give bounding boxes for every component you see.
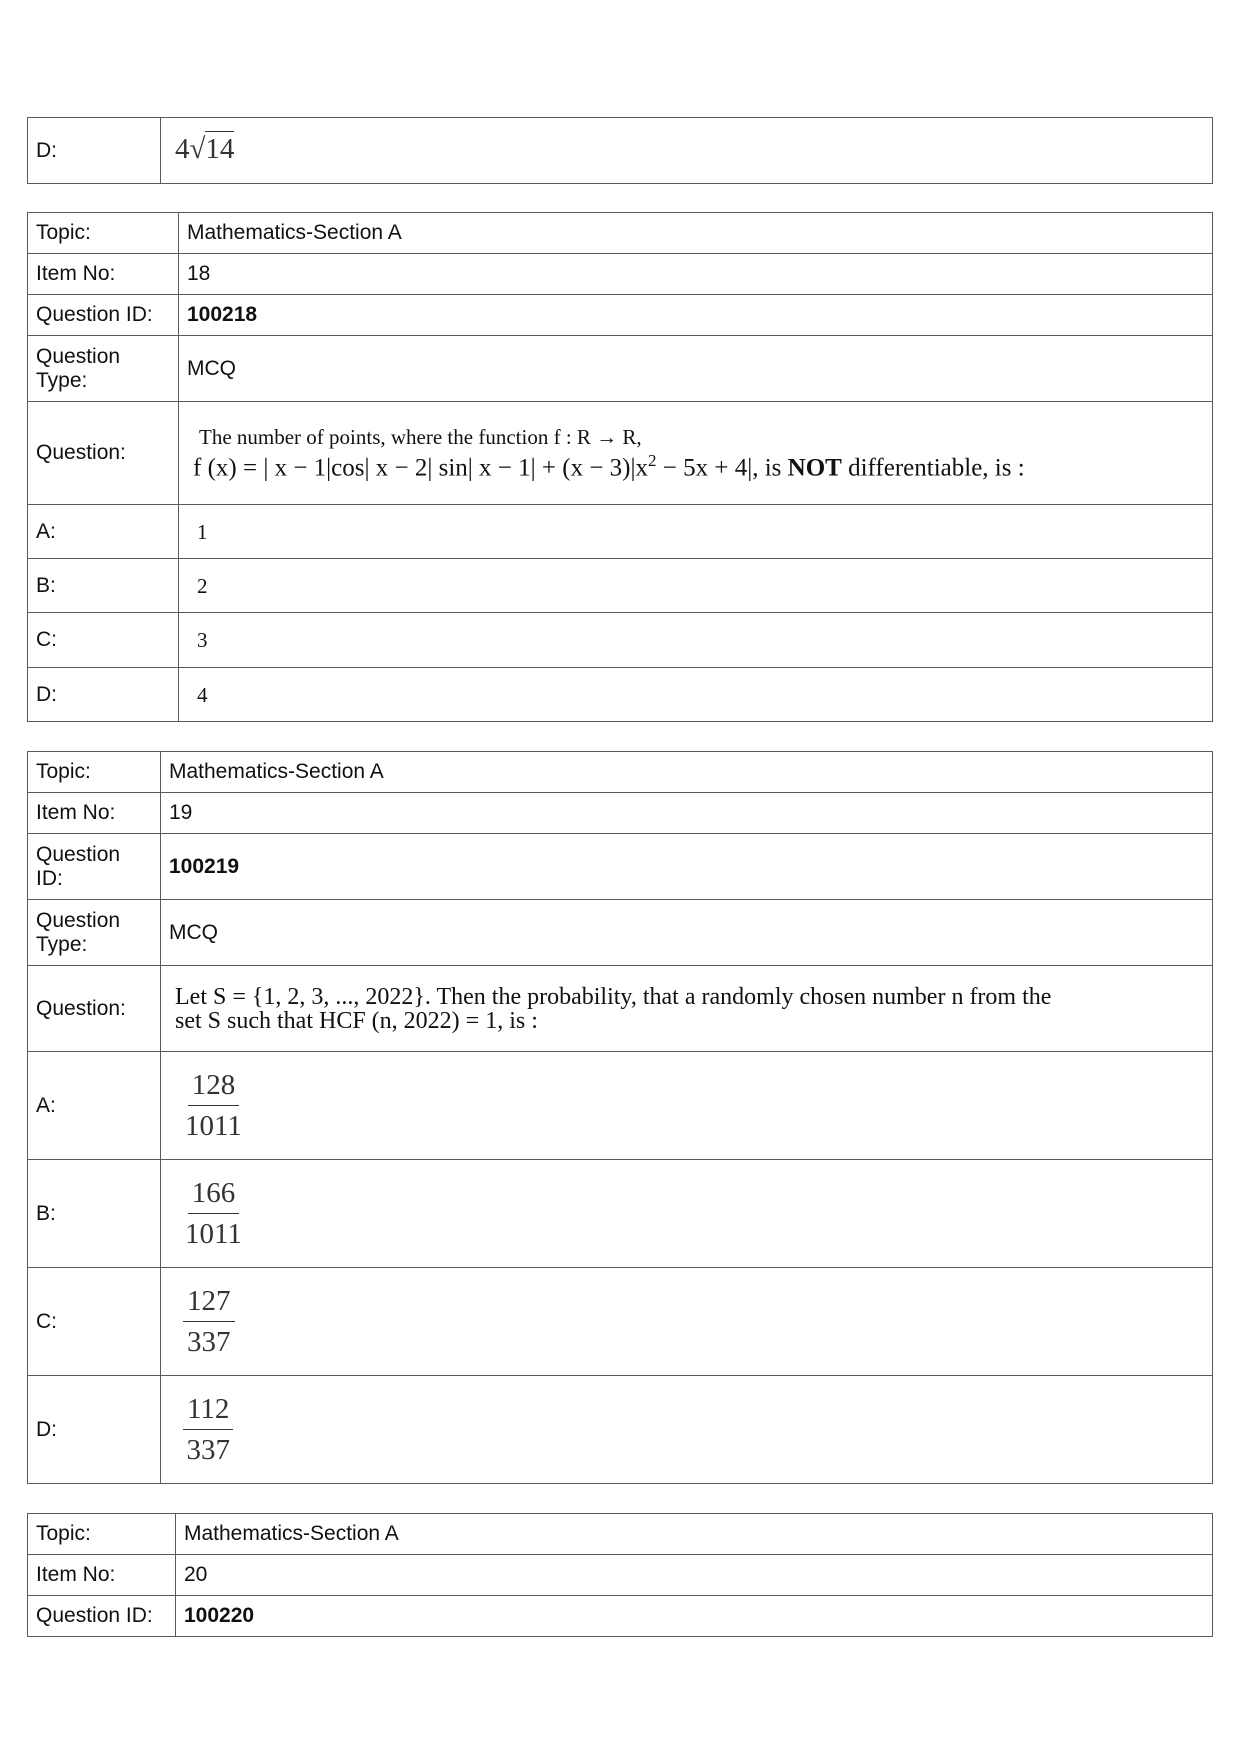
option-c-value: 3	[179, 613, 1213, 668]
question-id-value: 100219	[161, 834, 1213, 900]
denominator: 1011	[185, 1218, 242, 1250]
option-label: D:	[28, 118, 161, 184]
function-expression: f (x) = | x − 1|cos| x − 2| sin| x − 1| + (x − 3)|x	[193, 454, 649, 482]
option-b-label: B:	[28, 1160, 161, 1268]
question-line-1: Let S = {1, 2, 3, ..., 2022}. Then the probability, that a randomly chosen number n from the	[175, 983, 1052, 1010]
question-text	[179, 402, 1213, 505]
question-table-20	[27, 1513, 1213, 1637]
topic-label: Topic:	[28, 752, 161, 793]
question-table-18	[27, 212, 1213, 722]
question-id-label: Question ID:	[28, 295, 179, 336]
numerator: 112	[183, 1389, 233, 1430]
question-ending: differentiable, is :	[841, 454, 1025, 482]
question-label: Question:	[28, 966, 161, 1052]
fraction	[183, 1281, 235, 1362]
item-no-value: 20	[176, 1555, 1213, 1596]
fraction	[183, 1389, 233, 1470]
question-id-value: 100218	[179, 295, 1213, 336]
question-id-value: 100220	[176, 1596, 1213, 1637]
question-id-label: Question ID:	[28, 1596, 176, 1637]
option-c-label: C:	[28, 1268, 161, 1376]
option-c-label: C:	[28, 613, 179, 668]
question-text	[161, 966, 1213, 1052]
item-no-label: Item No:	[28, 1555, 176, 1596]
question-id-label: Question ID:	[28, 834, 161, 900]
option-a-label: A:	[28, 505, 179, 559]
option-b-value	[161, 1160, 1213, 1268]
question-label: Question:	[28, 402, 179, 505]
topic-label: Topic:	[28, 1514, 176, 1555]
question-type-label: Question Type:	[28, 900, 161, 966]
numerator: 127	[183, 1281, 235, 1322]
option-a-value: 1	[179, 505, 1213, 559]
option-b-label: B:	[28, 559, 179, 613]
question-line-1: The number of points, where the function f : R → R,	[199, 425, 642, 450]
option-a-value	[161, 1052, 1213, 1160]
prev-question-tail	[27, 117, 1213, 184]
fraction	[183, 1173, 244, 1254]
exponent: 2	[648, 451, 657, 471]
topic-value: Mathematics-Section A	[179, 213, 1213, 254]
numerator: 166	[188, 1173, 240, 1214]
topic-label: Topic:	[28, 213, 179, 254]
fraction	[183, 1065, 244, 1146]
item-no-label: Item No:	[28, 793, 161, 834]
option-d-value: 4	[179, 668, 1213, 722]
option-value	[161, 118, 1213, 184]
question-table-19	[27, 751, 1213, 1484]
option-d-value	[161, 1376, 1213, 1484]
numerator: 128	[188, 1065, 240, 1106]
item-no-label: Item No:	[28, 254, 179, 295]
sqrt-coefficient: 4	[175, 133, 190, 165]
question-type-value: MCQ	[179, 336, 1213, 402]
question-type-value: MCQ	[161, 900, 1213, 966]
item-no-value: 19	[161, 793, 1213, 834]
question-type-label: Question Type:	[28, 336, 179, 402]
denominator: 337	[187, 1326, 231, 1358]
sqrt-expression	[175, 131, 234, 165]
option-d-label: D:	[28, 1376, 161, 1484]
denominator: 1011	[185, 1110, 242, 1142]
function-expression-tail: − 5x + 4|, is	[656, 454, 788, 482]
emphasis-not: NOT	[787, 454, 842, 482]
option-b-value: 2	[179, 559, 1213, 613]
radical-sign: √	[189, 133, 206, 165]
radicand: 14	[205, 133, 235, 165]
option-d-label: D:	[28, 668, 179, 722]
item-no-value: 18	[179, 254, 1213, 295]
topic-value: Mathematics-Section A	[161, 752, 1213, 793]
question-line-2: set S such that HCF (n, 2022) = 1, is :	[175, 1007, 538, 1034]
option-a-label: A:	[28, 1052, 161, 1160]
topic-value: Mathematics-Section A	[176, 1514, 1213, 1555]
question-line-2	[193, 449, 1204, 480]
option-c-value	[161, 1268, 1213, 1376]
denominator: 337	[186, 1434, 230, 1466]
